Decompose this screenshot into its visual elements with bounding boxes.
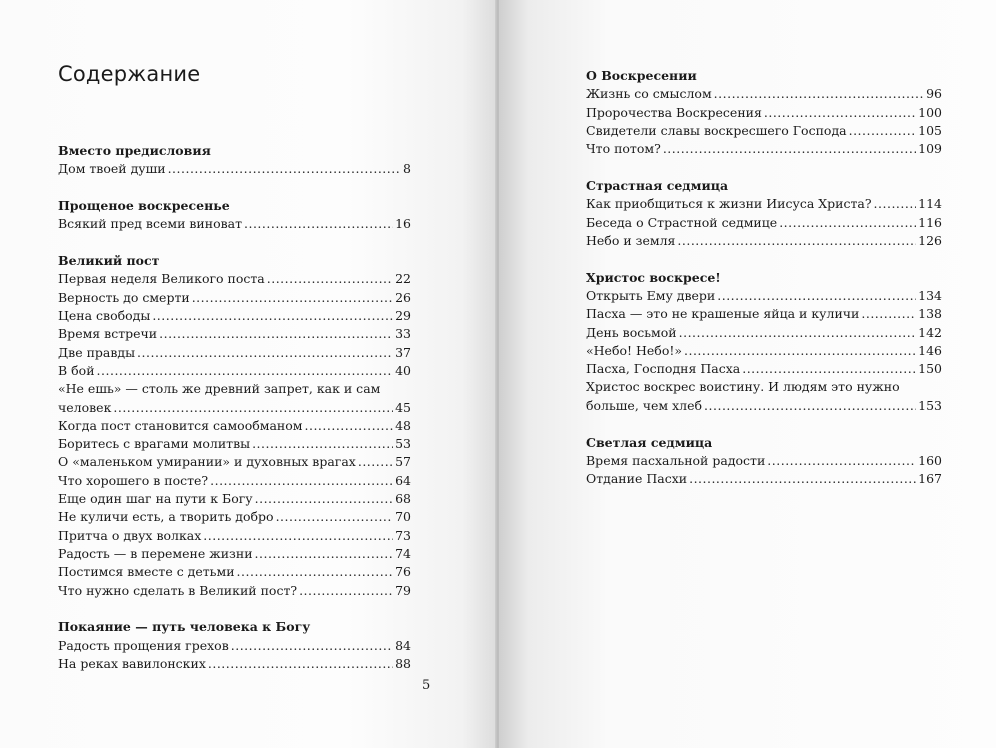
entry-title: Небо и земля (586, 232, 676, 248)
entry-title: Верность до смерти (58, 289, 190, 305)
toc-entry (58, 307, 411, 325)
entry-title: Беседа о Страстной седмице (586, 214, 778, 230)
toc-entry (586, 122, 942, 140)
entry-page: 134 (918, 287, 942, 303)
leader-dots (677, 232, 916, 250)
section-heading: Покаяние — путь человека к Богу (58, 619, 311, 635)
entry-page: 150 (918, 361, 942, 377)
toc-entry (58, 325, 411, 343)
entry-page: 53 (395, 436, 411, 452)
entry-title: О «маленьком умирании» и духовных врагах (58, 454, 356, 470)
leader-dots (137, 344, 393, 362)
leader-dots (267, 270, 393, 288)
entry-title: На реках вавилонских (58, 655, 206, 671)
right-page (499, 0, 996, 748)
entry-page: 22 (395, 271, 411, 287)
leader-dots (231, 637, 393, 655)
toc-section (58, 618, 411, 673)
leader-dots (689, 470, 916, 488)
toc-section (586, 67, 942, 158)
entry-page: 116 (918, 214, 942, 230)
entry-title: Первая неделя Великого поста (58, 271, 265, 287)
entry-page: 45 (395, 399, 411, 415)
entry-page: 146 (918, 342, 942, 358)
entry-page: 126 (918, 232, 942, 248)
entry-page: 84 (395, 637, 411, 653)
section-heading: О Воскресении (586, 68, 697, 83)
toc-entry (58, 215, 411, 233)
leader-dots (203, 527, 393, 545)
entry-title-cont: больше, чем хлеб (586, 397, 703, 413)
toc-entry (586, 452, 942, 470)
toc-section (586, 269, 942, 415)
toc-section (58, 197, 411, 234)
entry-page: 70 (395, 509, 411, 525)
entry-page: 88 (395, 655, 411, 671)
entry-title: Не куличи есть, а творить добро (58, 509, 274, 525)
entry-page: 64 (395, 472, 411, 488)
toc-entry (58, 270, 411, 288)
entry-page: 73 (395, 527, 411, 543)
leader-dots (849, 122, 917, 140)
entry-page: 40 (395, 362, 411, 378)
toc-entry (586, 104, 942, 122)
leader-dots (779, 214, 916, 232)
leader-dots (159, 325, 393, 343)
entry-page: 74 (395, 545, 411, 561)
toc-entry (586, 85, 942, 103)
entry-page: 160 (918, 452, 942, 468)
entry-title: Как приобщиться к жизни Иисуса Христа? (586, 196, 872, 212)
entry-page: 100 (918, 104, 942, 120)
leader-dots (742, 360, 916, 378)
toc-entry (58, 435, 411, 453)
entry-title: В бой (58, 362, 95, 378)
entry-page: 26 (395, 289, 411, 305)
leader-dots (255, 545, 394, 563)
entry-title: Христос воскрес воистину. И людям это нужно (586, 379, 900, 395)
leader-dots (255, 490, 393, 508)
toc-entry (586, 360, 942, 378)
leader-dots (714, 85, 924, 103)
entry-title: Пасха — это не крашеные яйца и куличи (586, 306, 860, 322)
entry-title: Открыть Ему двери (586, 287, 716, 303)
toc-right-column (586, 67, 942, 507)
entry-page: 167 (918, 471, 942, 487)
entry-title: Когда пост становится самообманом (58, 417, 303, 433)
toc-entry (586, 342, 942, 360)
entry-continuation (58, 399, 411, 417)
leader-dots (97, 362, 394, 380)
entry-title: Что хорошего в посте? (58, 472, 209, 488)
toc-entry (58, 380, 411, 417)
entry-continuation (586, 397, 942, 415)
entry-title: Боритесь с врагами молитвы (58, 436, 251, 452)
toc-entry (586, 287, 942, 305)
toc-entry (586, 195, 942, 213)
toc-section (58, 142, 411, 179)
entry-title: Притча о двух волках (58, 527, 202, 543)
entry-page: 33 (395, 326, 411, 342)
toc-entry (586, 140, 942, 158)
toc-entry (58, 655, 411, 673)
toc-entry (58, 344, 411, 362)
entry-page: 29 (395, 308, 411, 324)
leader-dots (299, 582, 393, 600)
entry-page: 37 (395, 344, 411, 360)
leader-dots (684, 342, 916, 360)
entry-title-cont: человек (58, 399, 112, 415)
section-heading: Вместо предисловия (58, 143, 211, 158)
leader-dots (192, 289, 393, 307)
toc-entry (586, 378, 942, 415)
leader-dots (679, 324, 917, 342)
leader-dots (210, 472, 393, 490)
page-title: Содержание (58, 62, 201, 86)
leader-dots (244, 215, 393, 233)
entry-page: 57 (395, 454, 411, 470)
toc-section (586, 177, 942, 250)
entry-page: 16 (395, 216, 411, 232)
toc-entry (58, 582, 411, 600)
toc-section (586, 434, 942, 489)
entry-title: Радость — в перемене жизни (58, 545, 253, 561)
entry-page: 76 (395, 564, 411, 580)
toc-entry (58, 362, 411, 380)
leader-dots (663, 140, 916, 158)
entry-title: Время встречи (58, 326, 158, 342)
leader-dots (767, 452, 916, 470)
toc-entry (586, 214, 942, 232)
entry-page: 109 (918, 141, 942, 157)
entry-title: Пророчества Воскресения (586, 104, 762, 120)
entry-page: 8 (403, 161, 411, 177)
entry-title: Отдание Пасхи (586, 471, 688, 487)
entry-title: Пасха, Господня Пасха (586, 361, 741, 377)
entry-page: 153 (918, 397, 942, 413)
toc-entry (58, 508, 411, 526)
leader-dots (113, 399, 393, 417)
entry-title: Всякий пред всеми виноват (58, 216, 243, 232)
entry-page: 79 (395, 582, 411, 598)
section-heading: Христос воскресе! (586, 269, 721, 285)
leader-dots (305, 417, 394, 435)
toc-entry (58, 453, 411, 471)
entry-title: «Не ешь» — столь же древний запрет, как и сам (58, 381, 381, 397)
toc-entry (58, 545, 411, 563)
leader-dots (276, 508, 394, 526)
section-heading: Страстная седмица (586, 177, 729, 193)
leader-dots (704, 397, 916, 415)
toc-entry (586, 470, 942, 488)
left-page (0, 0, 497, 748)
entry-title: Цена свободы (58, 308, 151, 324)
toc-entry (586, 305, 942, 323)
toc-entry (58, 160, 411, 178)
section-heading: Великий пост (58, 253, 160, 269)
entry-title: Радость прощения грехов (58, 637, 229, 653)
section-heading: Светлая седмица (586, 434, 713, 450)
leader-dots (861, 305, 916, 323)
leader-dots (358, 453, 393, 471)
toc-section (58, 252, 411, 600)
page-number: 5 (422, 678, 431, 693)
leader-dots (874, 195, 917, 213)
entry-title: Что нужно сделать в Великий пост? (58, 582, 298, 598)
leader-dots (764, 104, 916, 122)
toc-entry (58, 527, 411, 545)
entry-title: «Небо! Небо!» (586, 342, 683, 358)
toc-left-column (58, 142, 411, 692)
section-heading: Прощеное воскресенье (58, 198, 230, 214)
entry-page: 142 (918, 324, 942, 340)
toc-entry (58, 490, 411, 508)
leader-dots (208, 655, 393, 673)
entry-title: Жизнь со смыслом (586, 86, 712, 102)
entry-page: 68 (395, 491, 411, 507)
leader-dots (237, 563, 394, 581)
entry-page: 48 (395, 417, 411, 433)
leader-dots (252, 435, 393, 453)
leader-dots (152, 307, 393, 325)
entry-page: 114 (918, 196, 942, 212)
entry-title: Дом твоей души (58, 161, 166, 177)
toc-entry (586, 232, 942, 250)
toc-entry (58, 417, 411, 435)
toc-entry (58, 563, 411, 581)
toc-entry (58, 637, 411, 655)
entry-title: Время пасхальной радости (586, 452, 766, 468)
entry-title: День восьмой (586, 324, 677, 340)
leader-dots (168, 160, 401, 178)
entry-page: 96 (926, 86, 942, 102)
entry-page: 138 (918, 306, 942, 322)
toc-entry (586, 324, 942, 342)
toc-entry (58, 472, 411, 490)
entry-title: Свидетели славы воскресшего Господа (586, 122, 847, 138)
entry-title: Постимся вместе с детьми (58, 564, 235, 580)
leader-dots (717, 287, 916, 305)
entry-page: 105 (918, 122, 942, 138)
toc-entry (58, 289, 411, 307)
entry-title: Что потом? (586, 141, 661, 157)
entry-title: Еще один шаг на пути к Богу (58, 491, 253, 507)
entry-title: Две правды (58, 344, 136, 360)
